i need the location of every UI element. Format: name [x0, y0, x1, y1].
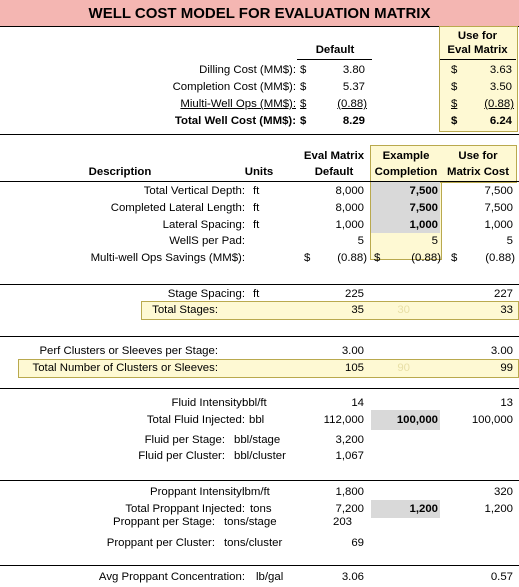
cost-eval: 3.63	[489, 64, 512, 76]
proppant-label: Proppant per Stage:	[113, 516, 215, 528]
well-label: Total Vertical Depth:	[143, 185, 245, 197]
well-label: Completed Lateral Length:	[110, 202, 245, 214]
spreadsheet: WELL COST MODEL FOR EVALUATION MATRIX Use for Eval Matrix Default Dilling Cost (MM$): $ 3.80 $ 3.63 Completion Cost (MM$): $ 5.37 $ 3.50 Miulti-Well Ops (MM$): $ (0.88) $ (0.88) Total Well Cost (MM$): $ 8.29 $ 6.24 Eval Matrix Default Example Completion Use for Matrix Cost Description Units Total Vertical Depth: ft 8,000 7,500 7,500 Completed Lateral Length: ft 8,000 7,500 7,500 Lateral Spacing: ft 1,000 1,000 1,000 WellS per Pad: 5 5 5 Multi-well Ops Savings (MM$): $ (0.88) $ (0.88) $ (0.88) Stage Spacing: ft 225 227 Total Stages: 35 30 33 Perf Clusters or Sleeves per Stage: 3.00 3.00 Total Number of Clusters or Sleeves: 105 90 99 Fluid Intensity: bbl/ft 14 13 Total Fluid Injected: bbl 112,000 100,000 100,000 Fluid per Stage: bbl/stage 3,200 Fluid per Cluster: bbl/cluster 1,067 Proppant Intensity: lbm/ft 1,800 320 Total Proppant Injected: tons 7,200 1,200 1,200 Proppant per Stage: tons/stage 203 Proppant per Cluster: tons/cluster 69 Avg Proppant Concentration: lb/gal 3.06 0.57	[0, 0, 519, 587]
header-matrix-1: Use for	[458, 150, 498, 162]
header-eval-default-1: Eval Matrix	[303, 150, 365, 162]
header-description: Description	[88, 166, 152, 178]
fluid-label: Fluid per Stage:	[144, 434, 225, 446]
well-label: Multi-well Ops Savings (MM$):	[90, 252, 245, 264]
eval-header-2: Eval Matrix	[447, 44, 508, 56]
well-label: WellS per Pad:	[169, 235, 245, 247]
cost-default: 5.37	[342, 81, 365, 93]
total-clusters-label: Total Number of Clusters or Sleeves:	[32, 362, 218, 374]
fluid-label: Total Fluid Injected:	[146, 414, 245, 426]
total-stages-label: Total Stages:	[152, 304, 218, 316]
cost-eval: 3.50	[489, 81, 512, 93]
cost-label: Miulti-Well Ops (MM$):	[180, 98, 296, 110]
concentration-label: Avg Proppant Concentration:	[98, 571, 245, 583]
header-example-1: Example	[382, 150, 430, 162]
header-units: Units	[244, 166, 274, 178]
cost-label: Completion Cost (MM$):	[172, 81, 296, 93]
cost-total-eval: 6.24	[489, 115, 512, 127]
fluid-label: Fluid Intensity:	[171, 397, 245, 409]
cost-total-label: Total Well Cost (MM$):	[174, 115, 296, 127]
cost-total-default: 8.29	[342, 115, 365, 127]
header-example-2: Completion	[374, 166, 438, 178]
header-eval-default-2: Default	[314, 166, 354, 178]
cost-label: Dilling Cost (MM$):	[199, 64, 296, 76]
cost-default: (0.88)	[337, 98, 367, 110]
eval-header-1: Use for	[457, 30, 498, 42]
stage-label: Stage Spacing:	[167, 288, 245, 300]
cost-eval: (0.88)	[484, 98, 514, 110]
proppant-label: Total Proppant Injected:	[125, 503, 245, 515]
cluster-label: Perf Clusters or Sleeves per Stage:	[39, 345, 218, 357]
page-title: WELL COST MODEL FOR EVALUATION MATRIX	[88, 5, 431, 22]
proppant-label: Proppant per Cluster:	[106, 537, 215, 549]
default-header: Default	[315, 44, 355, 56]
fluid-label: Fluid per Cluster:	[138, 450, 225, 462]
cost-default: 3.80	[342, 64, 365, 76]
well-label: Lateral Spacing:	[162, 219, 245, 231]
header-matrix-2: Matrix Cost	[446, 166, 510, 178]
proppant-label: Proppant Intensity:	[150, 486, 245, 498]
